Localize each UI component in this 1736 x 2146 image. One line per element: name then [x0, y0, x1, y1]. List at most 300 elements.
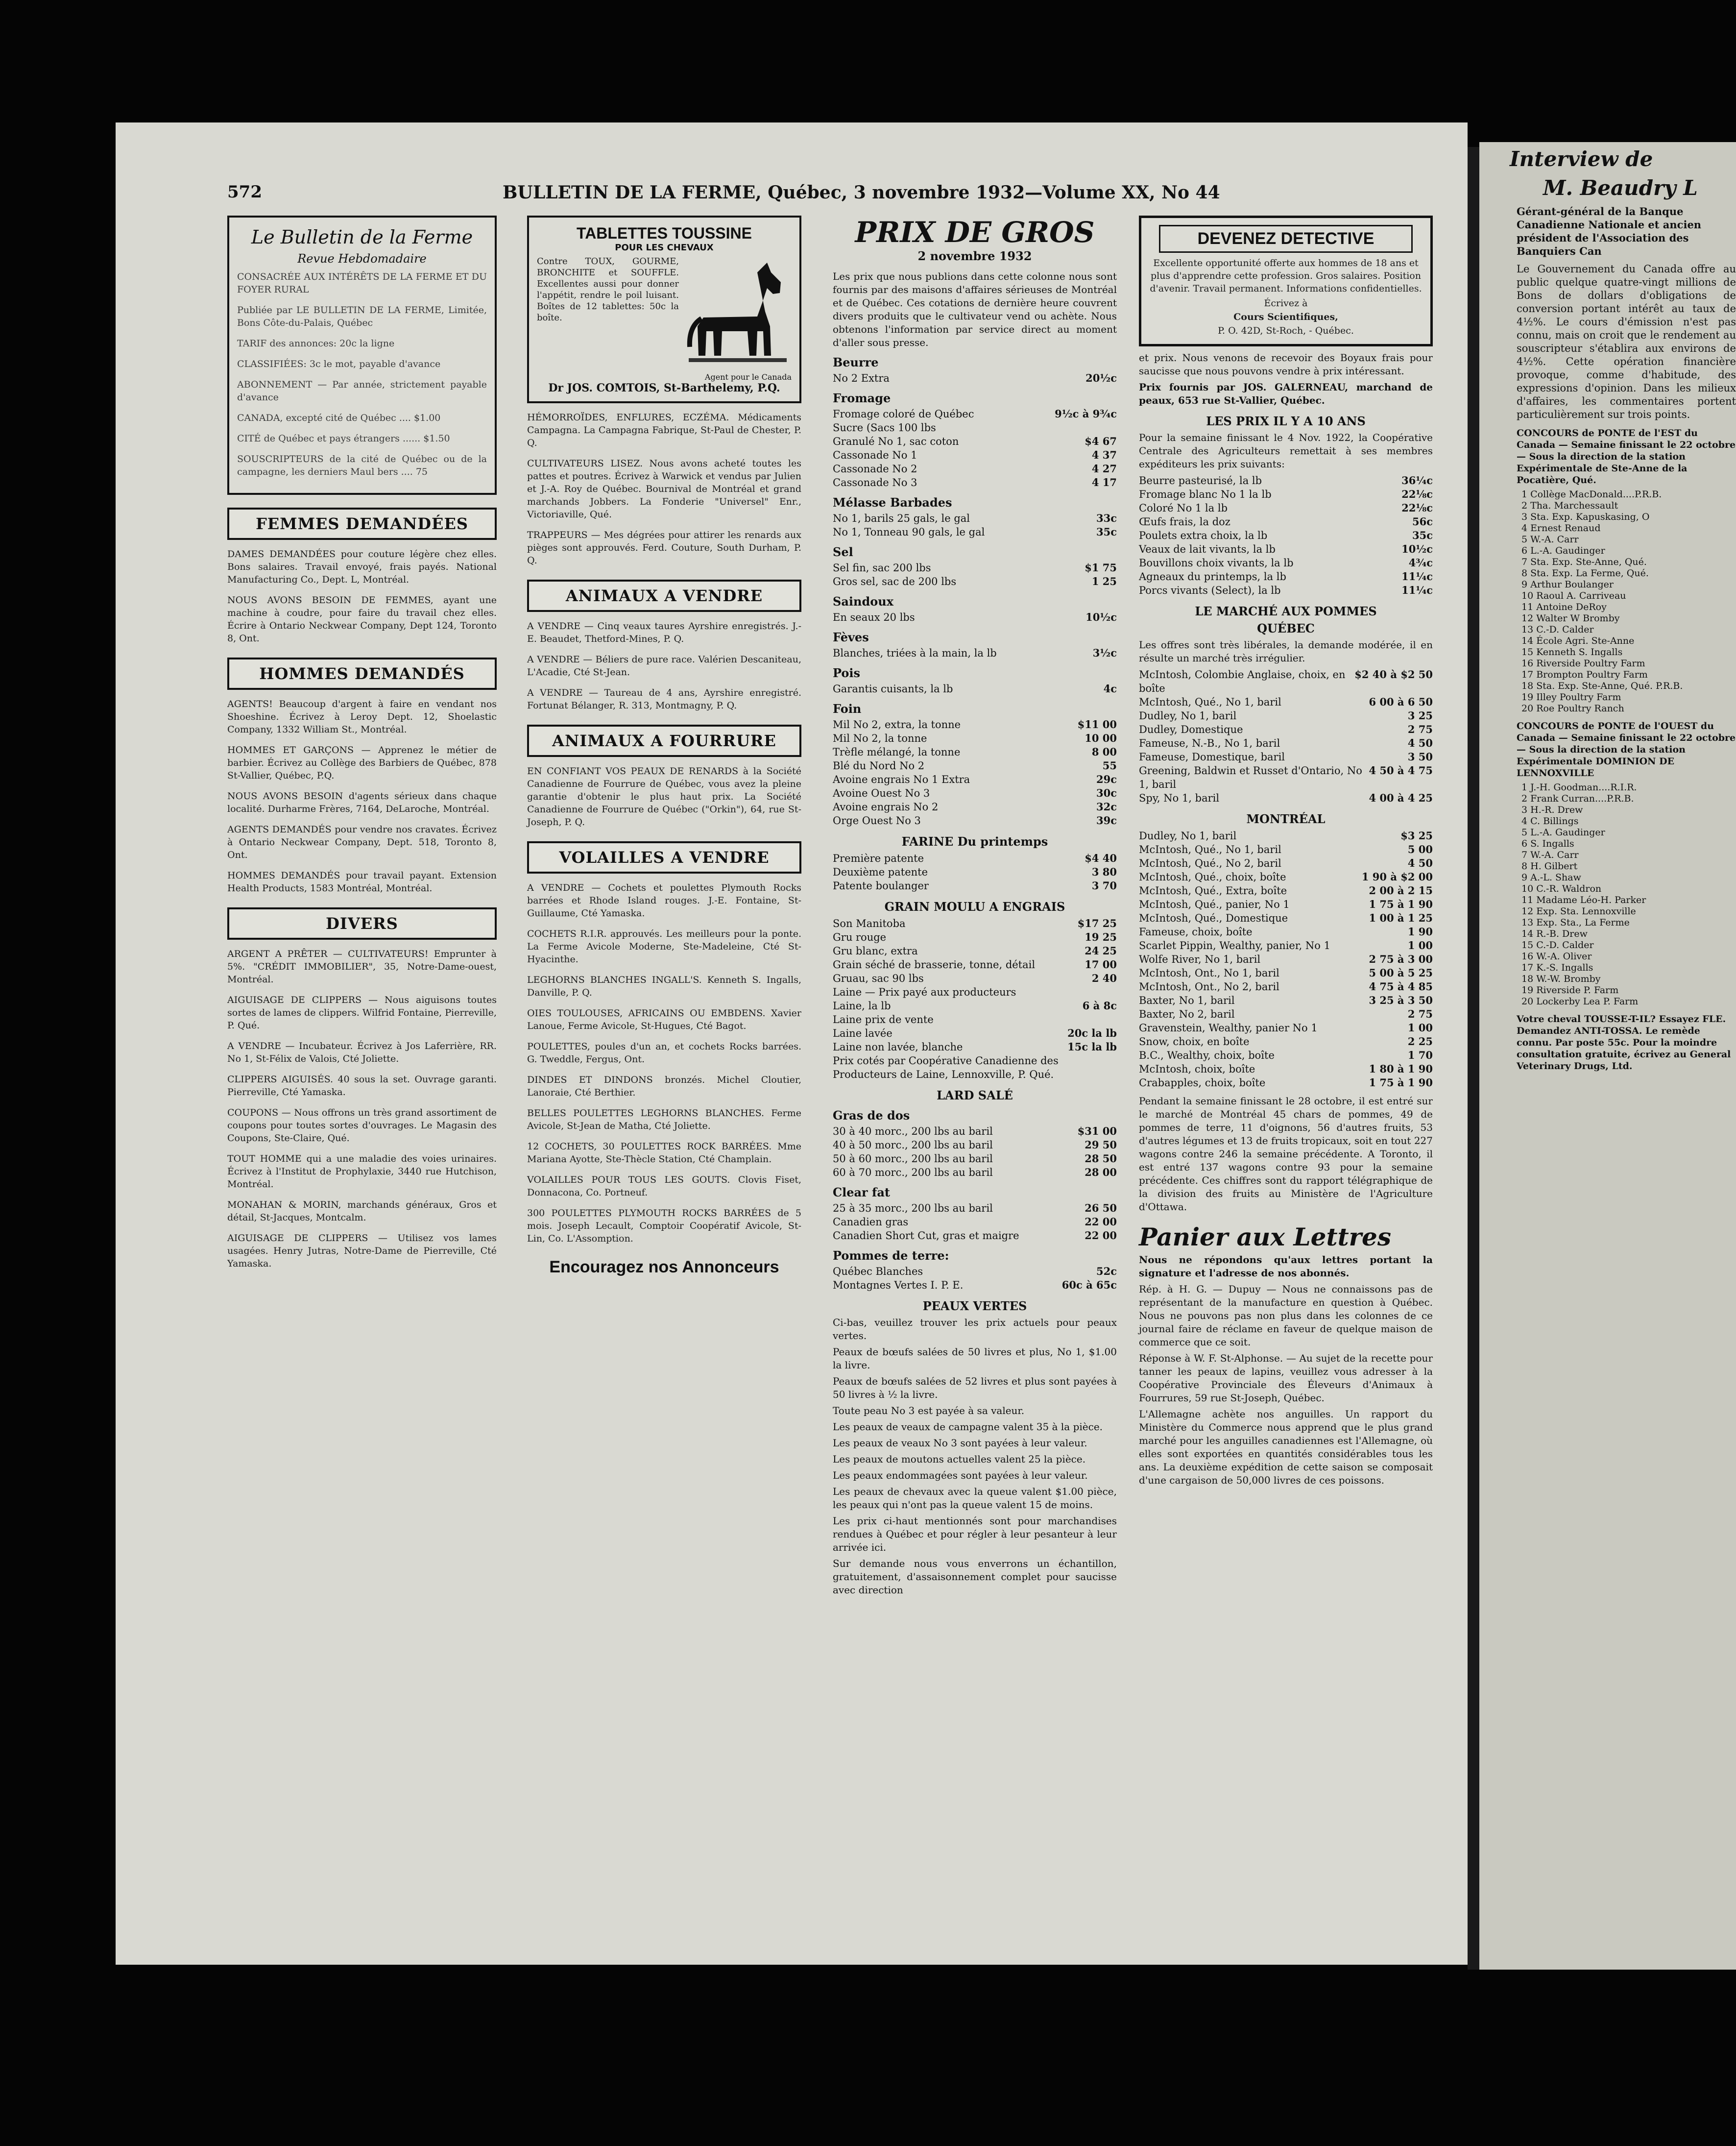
- price-value: 20½c: [1085, 372, 1117, 384]
- price-item: McIntosh, Qué., Extra, boîte: [1139, 885, 1287, 897]
- price-row: [833, 1166, 1117, 1179]
- price-value: 60c à 65c: [1061, 1279, 1117, 1291]
- price-row: [833, 773, 1117, 786]
- masthead-title: Le Bulletin de la Ferme: [251, 226, 473, 248]
- peaux-paragraph: Les peaux endommagées sont payées à leur valeur.: [833, 1469, 1088, 1481]
- panier-item: Réponse à W. F. St-Alphonse. — Au sujet de la recette pour tanner les peaux de lapins, veuillez vous adresser à la Coopérative Provinciale des Éleveurs d'Animaux à Fourrures, 59 rue St-Joseph, Québec.: [1139, 1352, 1433, 1404]
- price-value: $17 25: [1077, 917, 1117, 929]
- peaux-paragraphs: [833, 1316, 1117, 1597]
- next-page-list-item: 17 Brompton Poultry Farm: [1521, 669, 1648, 680]
- classified-ad: A VENDRE — Taureau de 4 ans, Ayrshire enregistré. Fortunat Bélanger, R. 313, Montmagny, P. Q.: [527, 687, 801, 711]
- column-prix-de-gros: [833, 216, 1117, 1600]
- next-page-list-item: 5 W.-A. Carr: [1521, 534, 1579, 545]
- price-value: 2 00 à 2 15: [1369, 884, 1433, 897]
- price-row: [833, 371, 1117, 385]
- price-row: [833, 1040, 1117, 1054]
- price-row: [833, 1054, 1117, 1081]
- price-row: [833, 917, 1117, 930]
- price-item: Baxter, No 1, baril: [1139, 995, 1235, 1006]
- price-value: 5 00: [1407, 843, 1433, 855]
- price-item: McIntosh, Qué., No 2, baril: [1139, 857, 1281, 869]
- peaux-vertes-title: PEAUX VERTES: [922, 1299, 1027, 1313]
- price-item: Cassonade No 1: [833, 449, 917, 461]
- price-row: [1139, 939, 1433, 952]
- price-row: [833, 999, 1117, 1013]
- panier-item: Rép. à H. G. — Dupuy — Nous ne connaissons pas de représentant de la manufacture en question à Québec. Nous ne pouvons pas non plus dans les colonnes de ce journal faire de réclame en faveur de quelque maison de commerce que ce soit.: [1139, 1283, 1433, 1348]
- classified-ad: VOLAILLES POUR TOUS LES GOUTS. Clovis Fiset, Donnacona, Co. Portneuf.: [527, 1174, 801, 1198]
- price-row: [1139, 709, 1433, 723]
- price-row: [833, 646, 1117, 660]
- price-value: 3 50: [1407, 751, 1433, 763]
- toussine-title: TABLETTES TOUSSINE: [577, 224, 752, 242]
- section-divers: DIVERS: [227, 907, 497, 940]
- price-row: [833, 525, 1117, 539]
- price-row: [833, 852, 1117, 865]
- price-row: [1139, 723, 1433, 736]
- price-row: [833, 448, 1117, 462]
- price-value: 1 25: [1091, 575, 1117, 587]
- price-row: [1139, 515, 1433, 529]
- price-row: [833, 1278, 1117, 1292]
- panier-aux-lettres-title: Panier aux Lettres: [1139, 1222, 1391, 1251]
- price-row: [833, 745, 1117, 759]
- classified-ad: TOUT HOMME qui a une maladie des voies urinaires. Écrivez à l'Institut de Prophylaxie, 3440 rue Hutchison, Montréal.: [227, 1153, 497, 1190]
- adjacent-page: [1479, 142, 1736, 1970]
- price-value: 4 27: [1091, 463, 1117, 475]
- detective-company: Cours Scientifiques,: [1233, 312, 1338, 322]
- classified-ad: NOUS AVONS BESOIN d'agents sérieux dans chaque localité. Durharme Frères, 7164, DeLaroche, Montréal.: [227, 791, 497, 814]
- detective-address: P. O. 42D, St-Roch, - Québec.: [1218, 325, 1354, 336]
- price-value: $3 25: [1400, 829, 1433, 842]
- peaux-paragraph: Les peaux de moutons actuelles valent 25 la pièce.: [833, 1453, 1086, 1465]
- price-value: 11¼c: [1401, 570, 1433, 583]
- price-category: GRAIN MOULU A ENGRAIS: [884, 900, 1065, 914]
- next-page-list-item: 18 Sta. Exp. Ste-Anne, Qué. P.R.B.: [1521, 681, 1683, 691]
- price-item: B.C., Wealthy, choix, boîte: [1139, 1049, 1275, 1061]
- price-item: Sel fin, sac 200 lbs: [833, 562, 931, 574]
- price-category: FARINE Du printemps: [901, 834, 1048, 849]
- price-category: Sel: [833, 545, 853, 559]
- price-category: Beurre: [833, 355, 879, 369]
- masthead-line: CLASSIFIÉES: 3c le mot, payable d'avance: [237, 359, 441, 369]
- price-row: [833, 1026, 1117, 1040]
- price-value: 6 00 à 6 50: [1369, 696, 1433, 708]
- section-femmes-demandees: FEMMES DEMANDÉES: [227, 508, 497, 540]
- price-item: Patente boulanger: [833, 880, 929, 892]
- price-value: 1 80 à 1 90: [1369, 1063, 1433, 1075]
- next-page-list-item: 15 Kenneth S. Ingalls: [1521, 647, 1623, 658]
- classified-ad: OIES TOULOUSES, AFRICAINS OU EMBDENS. Xavier Lanoue, Ferme Avicole, St-Hugues, Cté Bagot.: [527, 1008, 801, 1031]
- next-page-list-item: 1 Collège MacDonald....P.R.B.: [1521, 489, 1662, 500]
- price-value: 28 50: [1085, 1152, 1117, 1165]
- price-value: 1 90 à $2 00: [1361, 871, 1433, 883]
- section-hommes-demandes: HOMMES DEMANDÉS: [227, 658, 497, 690]
- section-animaux-a-fourrure: ANIMAUX A FOURRURE: [527, 725, 801, 757]
- peaux-paragraph: Toute peau No 3 est payée à sa valeur.: [833, 1405, 1025, 1416]
- prix-de-gros-date: 2 novembre 1932: [917, 249, 1032, 263]
- price-row: [1139, 1062, 1433, 1076]
- next-page-list-item: 3 Sta. Exp. Kapuskasing, O: [1521, 512, 1650, 522]
- classified-ad: A VENDRE — Béliers de pure race. Valérien Descaniteau, L'Acadie, Cté St-Jean.: [527, 654, 801, 678]
- price-item: Baxter, No 2, baril: [1139, 1008, 1235, 1020]
- running-header: [116, 182, 1468, 209]
- horse-illustration-icon: [684, 258, 792, 370]
- peaux-paragraph: Ci-bas, veuillez trouver les prix actuels pour peaux vertes.: [833, 1317, 1117, 1341]
- price-row: [1139, 966, 1433, 980]
- classified-ad: COUPONS — Nous offrons un très grand assortiment de coupons pour toutes sortes d'ouvrages. Le Magasin des Coupons, Ste-Claire, Qué.: [227, 1107, 497, 1144]
- price-category: LARD SALÉ: [937, 1088, 1013, 1102]
- price-value: 33c: [1096, 512, 1117, 524]
- price-value: 3½c: [1092, 647, 1117, 659]
- price-value: $1 75: [1085, 561, 1117, 574]
- price-item: Orge Ouest No 3: [833, 815, 921, 827]
- price-value: 29 50: [1085, 1139, 1117, 1151]
- price-value: 2 75: [1407, 723, 1433, 735]
- price-value: 1 75 à 1 90: [1369, 1076, 1433, 1089]
- price-item: Cassonade No 2: [833, 463, 917, 475]
- price-item: Veaux de lait vivants, la lb: [1139, 543, 1276, 555]
- next-page-list-item: 6 S. Ingalls: [1521, 838, 1574, 849]
- price-value: 15c la lb: [1067, 1041, 1117, 1053]
- montreal-table: [1139, 829, 1433, 1090]
- price-row: [1139, 1021, 1433, 1035]
- peaux-paragraph: Les peaux de chevaux avec la queue valent $1.00 pièce, les peaux qui n'ont pas la queue valent 15 de moins.: [833, 1486, 1117, 1511]
- classified-ad: EN CONFIANT VOS PEAUX DE RENARDS à la Société Canadienne de Fourrure de Québec, vous avez la pleine garantie d'obtenir le plus haut prix. La Société Canadienne de Fourrure de Québec ("Orkin"), 64, rue St-Joseph, P. Q.: [527, 766, 801, 828]
- ten-years-title: LES PRIX IL Y A 10 ANS: [1206, 414, 1366, 428]
- price-item: Scarlet Pippin, Wealthy, panier, No 1: [1139, 940, 1330, 951]
- price-item: Cassonade No 3: [833, 477, 917, 488]
- peaux-paragraph: Les peaux de veaux de campagne valent 35 à la pièce.: [833, 1421, 1103, 1433]
- price-item: Blanches, triées à la main, la lb: [833, 647, 997, 659]
- price-item: Snow, choix, en boîte: [1139, 1036, 1250, 1048]
- next-page-concours-est: CONCOURS de PONTE de l'EST du Canada — Semaine finissant le 22 octobre — Sous la direction de la station Expérimentale de Ste-Anne de la Pocatière, Qué.: [1517, 428, 1736, 486]
- price-item: Gru blanc, extra: [833, 945, 918, 957]
- price-item: 60 à 70 morc., 200 lbs au baril: [833, 1167, 993, 1178]
- classified-ad: HOMMES ET GARÇONS — Apprenez le métier de barbier. Écrivez au Collège des Barbiers de Québec, 878 St-Vallier, Québec, P.Q.: [227, 745, 497, 781]
- price-row: [833, 435, 1117, 448]
- price-item: Fameuse, N.-B., No 1, baril: [1139, 737, 1280, 749]
- masthead-line: CANADA, excepté cité de Québec .... $1.00: [237, 413, 441, 423]
- price-item: Mil No 2, la tonne: [833, 732, 927, 744]
- marche-pommes-title: LE MARCHÉ AUX POMMES: [1195, 604, 1377, 618]
- panier-items: [1139, 1283, 1433, 1405]
- price-value: 1 00: [1407, 939, 1433, 951]
- next-page-list-item: 9 A.-L. Shaw: [1521, 872, 1581, 883]
- next-page-list-item: 20 Lockerby Lea P. Farm: [1521, 996, 1639, 1007]
- next-page-footer: Votre cheval TOUSSE-T-IL? Essayez FLE. Demandez ANTI-TOSSA. Le remède connu. Par poste 55c. Pour la moindre consultation gratuite, écrivez au General Veterinary Drugs, Ltd.: [1517, 1014, 1731, 1072]
- price-item: No 2 Extra: [833, 372, 890, 384]
- masthead-subtitle: Revue Hebdomadaire: [297, 252, 427, 266]
- price-value: 26 50: [1085, 1202, 1117, 1214]
- price-value: 52c: [1096, 1265, 1117, 1277]
- price-row: [833, 421, 1117, 435]
- masthead-line: CITÉ de Québec et pays étrangers ...... $1.50: [237, 433, 450, 444]
- price-value: 3 70: [1091, 879, 1117, 892]
- panier-subtitle: Nous ne répondons qu'aux lettres portant la signature et l'adresse de nos abonnés.: [1139, 1254, 1433, 1279]
- price-value: 1 00: [1407, 1022, 1433, 1034]
- price-row: [1139, 570, 1433, 584]
- price-row: [1139, 529, 1433, 542]
- price-row: [833, 972, 1117, 985]
- price-value: 36¼c: [1401, 474, 1433, 487]
- next-page-list-item: 1 J.-H. Goodman....R.I.R.: [1521, 782, 1637, 793]
- masthead-line: TARIF des annonces: 20c la ligne: [237, 338, 395, 349]
- classified-ad: TRAPPEURS — Mes dégrées pour attirer les renards aux pièges sont approuvés. Ferd. Couture, South Durham, P. Q.: [527, 530, 801, 566]
- price-item: Crabapples, choix, boîte: [1139, 1077, 1266, 1089]
- next-page-list-item: 6 L.-A. Gaudinger: [1521, 545, 1605, 556]
- price-item: No 1, barils 25 gals, le gal: [833, 512, 970, 524]
- toussine-agent: Agent pour le Canada: [704, 372, 792, 382]
- quebec-intro: Les offres sont très libérales, la demande modérée, il en résulte un marché très irrégulier.: [1139, 639, 1433, 664]
- price-row: [833, 930, 1117, 944]
- price-value: 4 75 à 4 85: [1369, 980, 1433, 993]
- ads-animaux: [527, 620, 801, 712]
- price-item: Laine, la lb: [833, 1000, 891, 1012]
- next-page-list-item: 2 Tha. Marchessault: [1521, 500, 1618, 511]
- price-row: [833, 512, 1117, 525]
- classified-ad: 12 COCHETS, 30 POULETTES ROCK BARRÉES. Mme Mariana Ayotte, Ste-Thècle Station, Cté Champlain.: [527, 1141, 801, 1165]
- price-row: [1139, 898, 1433, 911]
- price-row: [833, 786, 1117, 800]
- price-value: 30c: [1096, 787, 1117, 799]
- next-page-list-item: 2 Frank Curran....P.R.B.: [1521, 793, 1634, 804]
- price-item: 50 à 60 morc., 200 lbs au baril: [833, 1153, 993, 1165]
- next-page-subhead: Gérant-général de la Banque Canadienne Nationale et ancien président de l'Association des Banquiers Can: [1517, 205, 1702, 257]
- price-value: 56c: [1412, 515, 1433, 528]
- price-item: McIntosh, Qué., panier, No 1: [1139, 899, 1290, 910]
- price-value: 20c la lb: [1067, 1027, 1117, 1039]
- ads-volailles: [527, 881, 801, 1245]
- next-page-list-item: 3 H.-R. Drew: [1521, 805, 1583, 815]
- price-item: Beurre pasteurisé, la lb: [1139, 475, 1262, 487]
- classified-ad: A VENDRE — Incubateur. Écrivez à Jos Laferrière, RR. No 1, St-Félix de Valois, Cté Joliette.: [227, 1041, 497, 1064]
- price-item: Fameuse, choix, boîte: [1139, 926, 1253, 938]
- price-row: [1139, 1007, 1433, 1021]
- ads-divers: [227, 948, 497, 1270]
- price-value: 8 00: [1091, 746, 1117, 758]
- price-row: [1139, 911, 1433, 925]
- price-value: $4 67: [1085, 435, 1117, 447]
- price-row: [833, 610, 1117, 624]
- classified-ad: AIGUISAGE DE CLIPPERS — Nous aiguisons toutes sortes de lames de clippers. Wilfrid Fontaine, Pierreville, P. Qué.: [227, 995, 497, 1031]
- price-value: 2 75: [1407, 1008, 1433, 1020]
- masthead-line: ABONNEMENT — Par année, strictement payable d'avance: [237, 379, 487, 403]
- next-page-list-item: 13 C.-D. Calder: [1521, 624, 1594, 635]
- montreal-title: MONTRÉAL: [1246, 812, 1326, 826]
- price-value: 1 90: [1407, 926, 1433, 938]
- next-page-list-item: 16 W.-A. Oliver: [1521, 951, 1592, 962]
- price-value: 4 00 à 4 25: [1369, 792, 1433, 804]
- price-value: 4 17: [1091, 476, 1117, 488]
- price-row: [833, 879, 1117, 893]
- classified-ad: A VENDRE — Cochets et poulettes Plymouth Rocks barrées et Rhode Island rouges. J.-E. Fontaine, St-Guillaume, Cté Yamaska.: [527, 882, 801, 919]
- price-row: [833, 985, 1117, 999]
- price-row: [1139, 925, 1433, 939]
- price-value: 5 00 à 5 25: [1369, 967, 1433, 979]
- next-page-list-item: 11 Madame Léo-H. Parker: [1521, 895, 1646, 905]
- section-animaux-a-vendre: ANIMAUX A VENDRE: [527, 580, 801, 612]
- price-item: Agneaux du printemps, la lb: [1139, 571, 1286, 583]
- price-row: [1139, 488, 1433, 501]
- next-page-list-item: 7 Sta. Exp. Ste-Anne, Qué.: [1521, 557, 1647, 567]
- column-classifieds-2: [527, 216, 801, 1277]
- supplier-note: Prix fournis par JOS. GALERNEAU, marchand de peaux, 653 rue St-Vallier, Québec.: [1139, 381, 1433, 406]
- price-item: Poulets extra choix, la lb: [1139, 530, 1268, 541]
- next-page-concours-ouest: CONCOURS de PONTE de l'OUEST du Canada — Semaine finissant le 22 octobre — Sous la direction de la station Expérimentale DOMINION DE LENNOXVILLE: [1517, 721, 1736, 779]
- next-page-list-item: 13 Exp. Sta., La Ferme: [1521, 917, 1630, 928]
- price-row: [1139, 668, 1433, 695]
- section-volailles-a-vendre: VOLAILLES A VENDRE: [527, 841, 801, 874]
- price-item: Avoine engrais No 2: [833, 801, 939, 813]
- price-row: [833, 732, 1117, 745]
- price-item: Avoine Ouest No 3: [833, 787, 930, 799]
- price-value: 35c: [1096, 526, 1117, 538]
- price-item: Dudley, Domestique: [1139, 724, 1243, 735]
- detective-title: DEVENEZ DETECTIVE: [1159, 225, 1413, 253]
- price-item: Gru rouge: [833, 931, 887, 943]
- price-row: [1139, 750, 1433, 764]
- price-category: Fromage: [833, 391, 891, 405]
- price-item: McIntosh, Qué., choix, boîte: [1139, 871, 1286, 883]
- price-item: 30 à 40 morc., 200 lbs au baril: [833, 1125, 993, 1137]
- next-page-list-item: 12 Walter W Bromby: [1521, 613, 1620, 624]
- price-row: [1139, 884, 1433, 898]
- price-row: [1139, 870, 1433, 884]
- price-item: Laine non lavée, blanche: [833, 1041, 963, 1053]
- price-value: 32c: [1096, 801, 1117, 813]
- price-item: Gros sel, sac de 200 lbs: [833, 576, 957, 587]
- price-item: Fromage coloré de Québec: [833, 408, 974, 420]
- price-row: [1139, 542, 1433, 556]
- masthead-line: SOUSCRIPTEURS de la cité de Québec ou de la campagne, les derniers Maul bers .... 75: [237, 454, 487, 477]
- classified-ad: A VENDRE — Cinq veaux taures Ayrshire enregistrés. J.-E. Beaudet, Thetford-Mines, P. Q.: [527, 621, 801, 644]
- prix-de-gros-title: PRIX DE GROS: [855, 216, 1095, 249]
- toussine-ad-box: [527, 216, 801, 403]
- price-item: McIntosh, Qué., Domestique: [1139, 912, 1288, 924]
- price-category: Foin: [833, 702, 862, 716]
- classified-ad: ARGENT A PRÊTER — CULTIVATEURS! Emprunter à 5%. "CRÉDIT IMMOBILIER", 35, Notre-Dame-ouest, Montréal.: [227, 949, 497, 985]
- classified-ad: HÉMORROÏDES, ENFLURES, ECZÉMA. Médicaments Campagna. La Campagna Fabrique, St-Paul de Chester, P. Q.: [527, 412, 801, 448]
- price-value: $2 40 à $2 50: [1354, 668, 1433, 681]
- price-row: [833, 462, 1117, 476]
- page-gutter: [1468, 147, 1479, 1970]
- price-category: Pommes de terre:: [833, 1248, 949, 1263]
- price-row: [833, 1152, 1117, 1166]
- price-item: Québec Blanches: [833, 1266, 923, 1277]
- classified-ad: MONAHAN & MORIN, marchands généraux, Gros et détail, St-Jacques, Montcalm.: [227, 1199, 497, 1223]
- price-row: [833, 718, 1117, 732]
- price-row: [833, 1265, 1117, 1278]
- price-row: [833, 865, 1117, 879]
- price-value: 22⅛c: [1401, 502, 1433, 514]
- price-item: Première patente: [833, 853, 924, 864]
- price-row: [1139, 1035, 1433, 1049]
- price-value: 4 50: [1407, 737, 1433, 749]
- next-page-list-item: 19 Illey Poultry Farm: [1521, 692, 1621, 703]
- price-row: [833, 1138, 1117, 1152]
- price-item: 40 à 50 morc., 200 lbs au baril: [833, 1139, 993, 1151]
- price-row: [833, 1201, 1117, 1215]
- next-page-list-item: 14 R.-B. Drew: [1521, 928, 1588, 939]
- next-page-list-item: 8 H. Gilbert: [1521, 861, 1578, 872]
- price-row: [833, 561, 1117, 575]
- next-page-list-item: 5 L.-A. Gaudinger: [1521, 827, 1605, 838]
- price-value: 19 25: [1085, 931, 1117, 943]
- price-row: [1139, 856, 1433, 870]
- page-number: 572: [227, 182, 262, 202]
- price-value: 10 00: [1085, 732, 1117, 744]
- price-value: 9½c à 9¾c: [1055, 408, 1117, 420]
- peaux-paragraph: Peaux de bœufs salées de 50 livres et plus, No 1, $1.00 la livre.: [833, 1346, 1117, 1371]
- price-row: [833, 575, 1117, 588]
- price-value: 17 00: [1085, 958, 1117, 971]
- price-value: 22 00: [1085, 1216, 1117, 1228]
- price-category: Fèves: [833, 630, 869, 644]
- price-value: 10½c: [1085, 611, 1117, 623]
- price-item: Fameuse, Domestique, baril: [1139, 751, 1285, 763]
- price-row: [1139, 695, 1433, 709]
- toussine-maker: Dr JOS. COMTOIS, St-Barthelemy, P.Q.: [548, 382, 780, 394]
- column-marche: [1139, 216, 1433, 1490]
- price-value: 4¾c: [1408, 557, 1433, 569]
- price-item: McIntosh, Qué., No 1, baril: [1139, 844, 1281, 855]
- price-row: [1139, 584, 1433, 597]
- price-item: No 1, Tonneau 90 gals, le gal: [833, 526, 985, 538]
- price-item: Canadien Short Cut, gras et maigre: [833, 1230, 1019, 1242]
- price-row: [1139, 1076, 1433, 1090]
- price-item: Gruau, sac 90 lbs: [833, 973, 924, 984]
- toussine-subtitle: POUR LES CHEVAUX: [615, 243, 714, 253]
- price-row: [833, 958, 1117, 972]
- price-item: McIntosh, choix, boîte: [1139, 1063, 1255, 1075]
- price-row: [833, 759, 1117, 773]
- price-item: Spy, No 1, baril: [1139, 792, 1220, 804]
- price-row: [1139, 994, 1433, 1007]
- price-value: 10½c: [1401, 543, 1433, 555]
- price-item: Dudley, No 1, baril: [1139, 830, 1237, 842]
- price-item: Greening, Baldwin et Russet d'Ontario, No 1, baril: [1139, 765, 1362, 790]
- classified-ad: NOUS AVONS BESOIN DE FEMMES, ayant une machine à coudre, pour faire du travail chez elles. Écrire à Ontario Neckwear Company, Dept 124, Toronto 8, Ont.: [227, 595, 497, 644]
- peaux-paragraph: Sur demande nous vous enverrons un échantillon, gratuitement, d'assaisonnement complet pour saucisse avec direction: [833, 1558, 1117, 1596]
- classified-ad: AGENTS! Beaucoup d'argent à faire en vendant nos Shoeshine. Écrivez à Leroy Dept. 12, Shoelastic Company, 1332 William St., Montréal.: [227, 699, 497, 735]
- masthead-line: CONSACRÉE AUX INTÉRÊTS DE LA FERME ET DU FOYER RURAL: [237, 271, 487, 295]
- classified-ad: AGENTS DEMANDÉS pour vendre nos cravates. Écrivez à Ontario Neckwear Company, Dept. 518, Toronto 8, Ont.: [227, 824, 497, 860]
- price-row: [1139, 1049, 1433, 1062]
- price-value: 2 40: [1091, 972, 1117, 984]
- price-item: Laine prix de vente: [833, 1014, 934, 1025]
- next-page-list-item: 17 K.-S. Ingalls: [1521, 962, 1593, 973]
- price-row: [1139, 736, 1433, 750]
- price-category: Clear fat: [833, 1185, 890, 1199]
- column-classifieds-1: [227, 216, 497, 1278]
- classified-ad: CULTIVATEURS LISEZ. Nous avons acheté toutes les pattes et poutres. Écrivez à Warwick et vendus par Julien et J.-A. Roy de Québec. Bournival de Montréal et grand marchands Jobbers. La Fonderie "Universel" Enr., Victoriaville, Qué.: [527, 458, 801, 520]
- classified-ad: CLIPPERS AIGUISÉS. 40 sous la set. Ouvrage garanti. Pierreville, Cté Yamaska.: [227, 1074, 497, 1097]
- ten-years-table: [1139, 474, 1433, 597]
- price-row: [833, 944, 1117, 958]
- price-category: Saindoux: [833, 594, 893, 609]
- peaux-paragraph: Peaux de bœufs salées de 52 livres et plus sont payées à 50 livres à ½ la livre.: [833, 1375, 1117, 1400]
- price-item: Garantis cuisants, la lb: [833, 683, 953, 695]
- price-item: Blé du Nord No 2: [833, 760, 925, 772]
- next-page-list-ouest: [1521, 782, 1736, 1007]
- next-page-text: Le Gouvernement du Canada offre au public quelque quatre-vingt millions de Bons de dollars d'obligations de conversion portant intérêt au taux de 4½%. Le cours d'émission n'est pas connu, mais on croit que le rendement au souscripteur s'établira aux environs de 4½%. Cette opération financière provoque, comme d'habitude, des expressions d'opinion. Dans les milieux d'affaires, les commentaires portent particulièrement sur trois points.: [1517, 263, 1736, 420]
- ads-femmes: [227, 548, 497, 645]
- price-row: [833, 1013, 1117, 1026]
- masthead-lines: [237, 270, 487, 478]
- price-value: 3 25 à 3 50: [1369, 994, 1433, 1006]
- price-value: 1 70: [1407, 1049, 1433, 1061]
- price-category: Gras de dos: [833, 1108, 910, 1122]
